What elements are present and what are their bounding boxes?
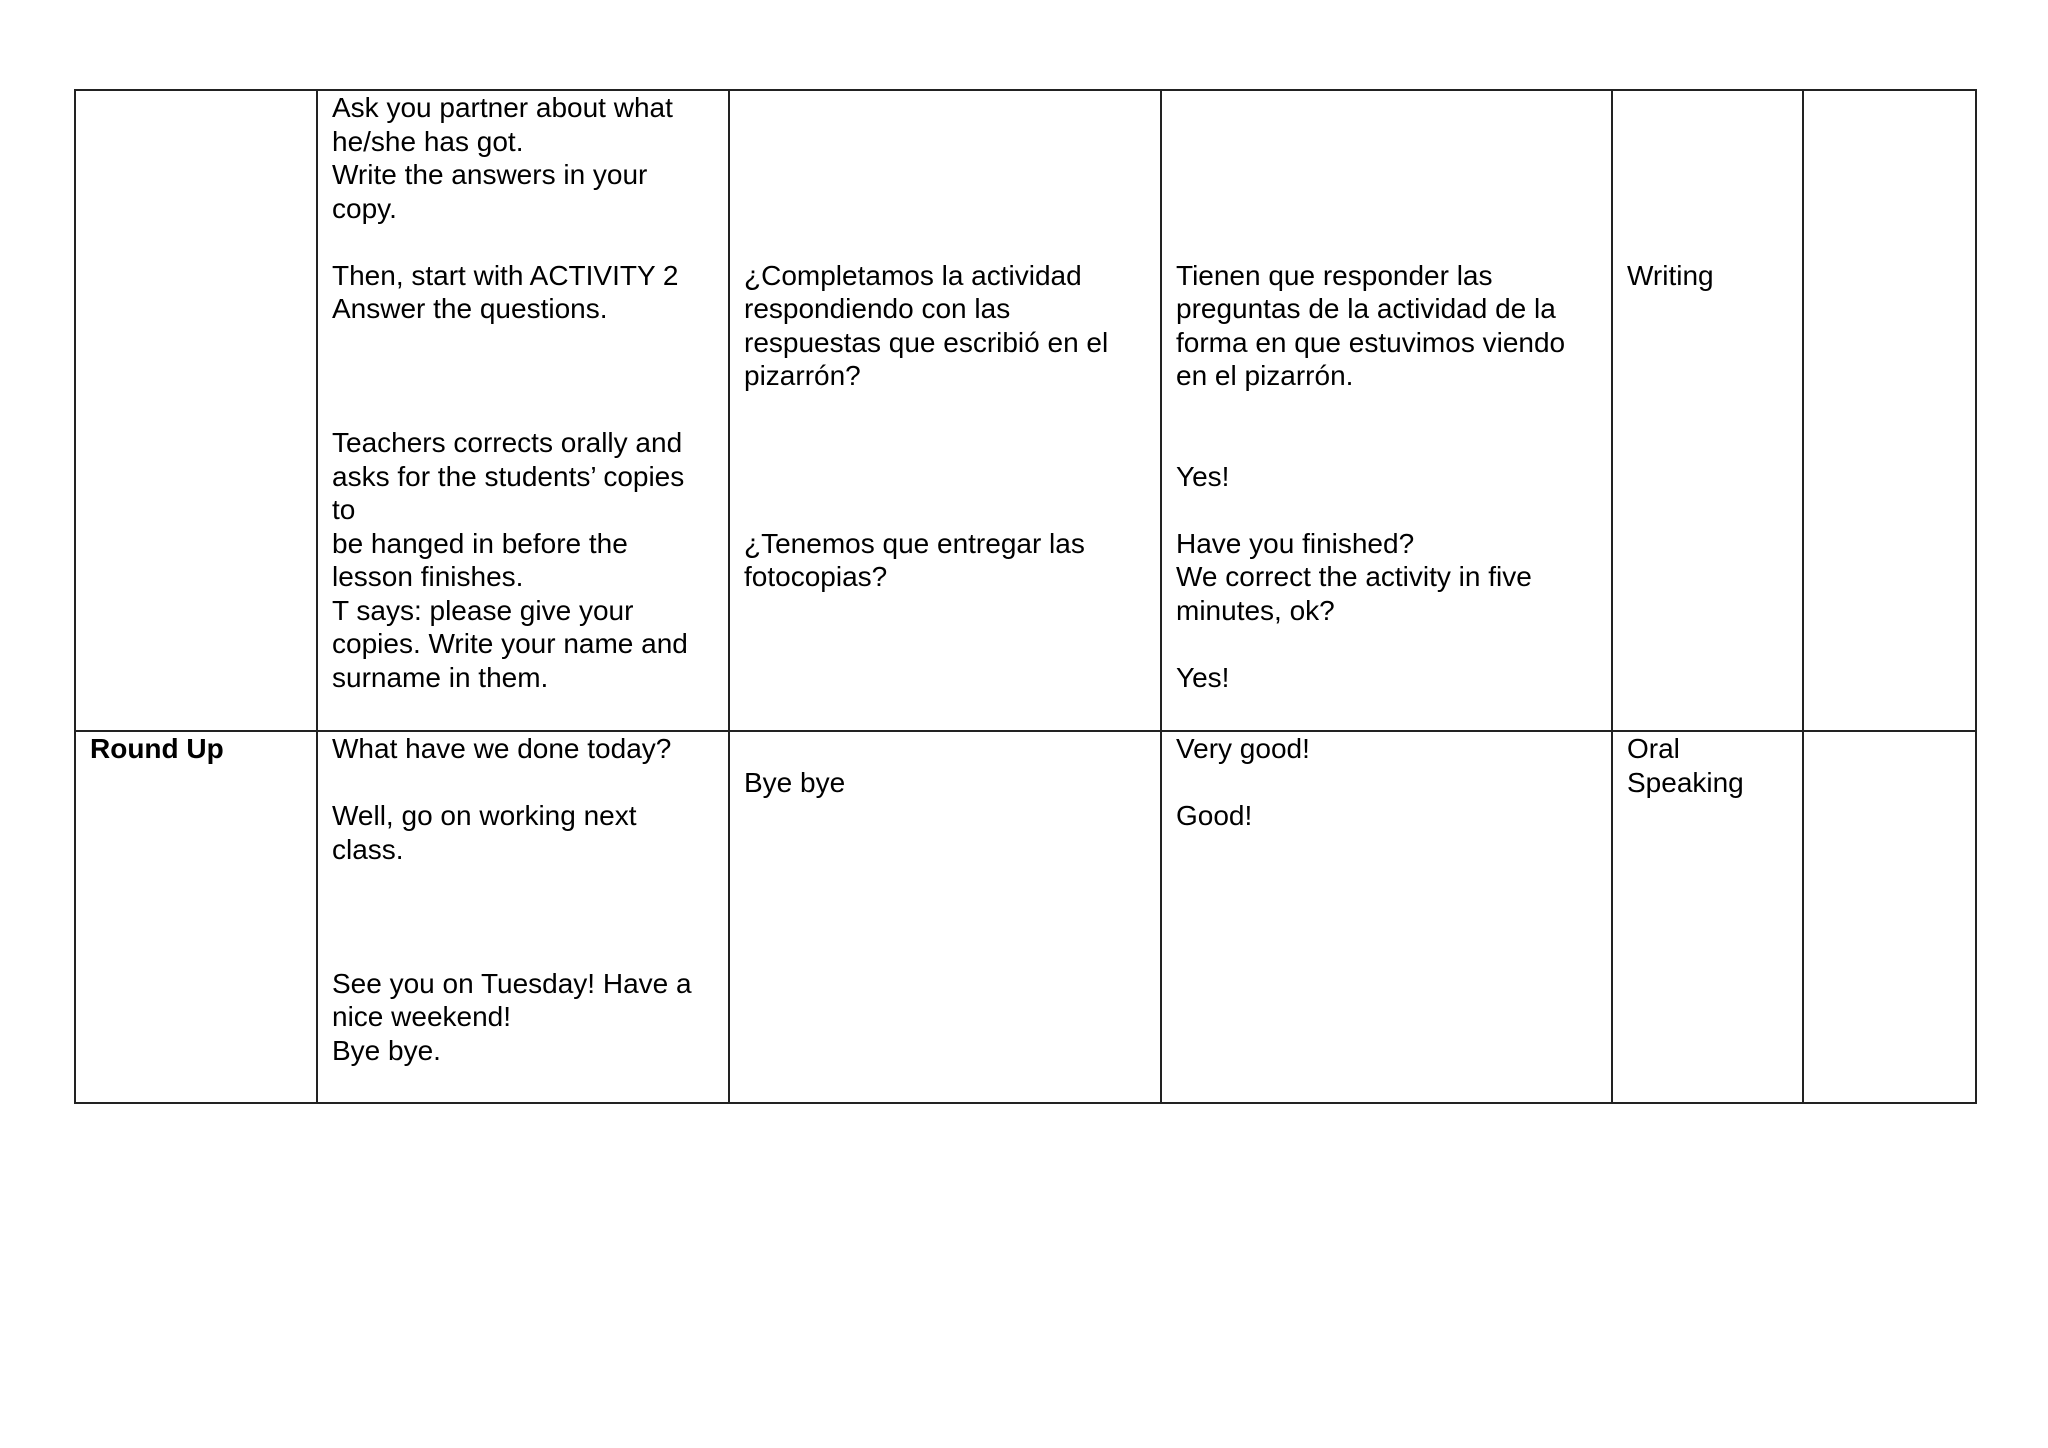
instruction-line: Write the answers in your — [332, 159, 648, 190]
student-line: ¿Tenemos que entregar las — [744, 527, 1085, 559]
instruction-line: nice weekend! — [332, 1001, 512, 1032]
instruction-line: See you on Tuesday! Have a — [332, 967, 692, 999]
instruction-line: Answer the questions. — [332, 293, 608, 324]
instruction-line: surname in them. — [332, 661, 549, 693]
lesson-plan-table — [74, 89, 1977, 1104]
table-row — [75, 731, 1976, 1103]
skill-label: Oral — [1627, 733, 1680, 764]
instruction-line: Bye bye. — [332, 1034, 441, 1066]
instruction-line: copy. — [332, 192, 397, 224]
teacher-line: We correct the activity in five — [1176, 561, 1532, 592]
stage-cell — [75, 731, 317, 1103]
instruction-line: to — [332, 494, 356, 525]
teacher-line: Very good! — [1176, 733, 1310, 764]
instruction-line: Well, go on working next — [332, 800, 637, 831]
instruction-line: T says: please give your — [332, 594, 634, 626]
stage-label: Round Up — [90, 733, 224, 764]
teacher-line: Yes! — [1176, 661, 1230, 693]
teacher-line: Have you finished? — [1176, 527, 1415, 559]
teacher-line: Tienen que responder las — [1176, 259, 1493, 291]
teacher-line: minutes, ok? — [1176, 594, 1335, 626]
teacher-line: Yes! — [1176, 460, 1230, 492]
student-line: ¿Completamos la actividad — [744, 259, 1082, 291]
instruction-line: he/she has got. — [332, 125, 524, 157]
skill-cell — [1612, 731, 1803, 1103]
skill-label: Writing — [1627, 259, 1714, 291]
student-language-cell — [729, 731, 1161, 1103]
student-line: respondiendo con las — [744, 293, 1011, 324]
empty-cell — [1803, 90, 1976, 731]
teacher-line: forma en que estuvimos viendo — [1176, 326, 1566, 358]
skill-label: Speaking — [1627, 766, 1744, 798]
teacher-instructions-cell — [317, 731, 729, 1103]
student-line: respuestas que escribió en el — [744, 326, 1109, 358]
student-line: pizarrón? — [744, 360, 861, 391]
table-row — [75, 90, 1976, 731]
instruction-line: class. — [332, 833, 404, 865]
instruction-line: be hanged in before the — [332, 527, 628, 559]
empty-cell — [1803, 731, 1976, 1103]
teacher-language-cell — [1161, 90, 1612, 731]
teacher-line: preguntas de la actividad de la — [1176, 293, 1556, 324]
stage-cell — [75, 90, 317, 731]
instruction-line: What have we done today? — [332, 733, 672, 764]
skill-cell — [1612, 90, 1803, 731]
instruction-line: Ask you partner about what — [332, 92, 673, 123]
teacher-instructions-cell — [317, 90, 729, 731]
instruction-line: lesson finishes. — [332, 561, 524, 592]
instruction-line: Teachers corrects orally and — [332, 427, 683, 458]
student-language-cell — [729, 90, 1161, 731]
teacher-line: Good! — [1176, 800, 1253, 831]
teacher-line: en el pizarrón. — [1176, 360, 1354, 391]
instruction-line: Then, start with ACTIVITY 2 — [332, 259, 679, 291]
teacher-language-cell — [1161, 731, 1612, 1103]
student-line: Bye bye — [744, 766, 846, 798]
student-line: fotocopias? — [744, 561, 888, 592]
instruction-line: copies. Write your name and — [332, 628, 688, 659]
instruction-line: asks for the students’ copies — [332, 460, 685, 492]
